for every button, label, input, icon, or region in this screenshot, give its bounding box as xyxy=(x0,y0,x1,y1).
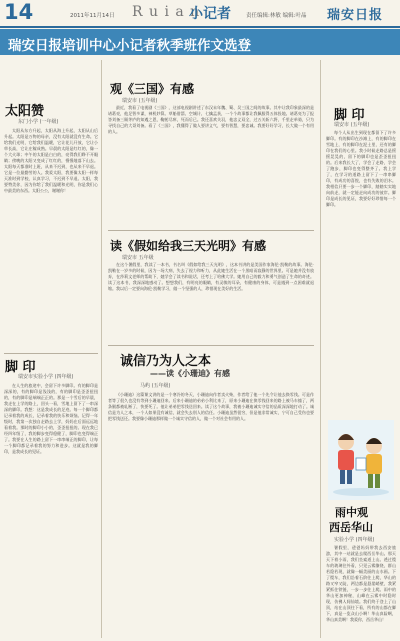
article-byline: 瑞安市 (五年级) xyxy=(122,98,158,104)
article-body: 在这个暑假里，我读了一本书，书名叫《假如给我三天光明》，这本书讲的是美国作家海伦·凯勒的故事。海伦·凯勒在一岁多的时候，因为一场大病，失去了视力和听力，从此她生活在一个黑暗而寂静的世界里。可是她并没有放弃，在莎莉文老师的帮助下，她学会了读书和说话，还考上了哈佛大学。她用自己的毅力和勇气创造了生命的奇迹。读了这本书，我深深地感动了。想想我们，有明亮的眼睛，有灵敏的耳朵，有健康的身体，可是遇到一点困难就退缩。我以后一定要向海伦·凯勒学习，做一个坚强的人，珍惜现在美好的生活。 xyxy=(108,262,314,291)
article-headline: 诚信乃为人之本 xyxy=(120,354,212,369)
article-headline: 读《假如给我三天光明》有感 xyxy=(110,239,267,253)
article-headline: 太阳赞 xyxy=(5,104,45,119)
article-byline: 马屿 (五年级) xyxy=(140,383,171,389)
article-headline: 脚 印 xyxy=(5,360,36,375)
article-divider xyxy=(108,230,314,231)
article-body: 太阳从东方升起，太阳从海上升起，太阳从山后升起。太阳是万物的母亲，没有太阳就没有生命。它给我们光明，它给我们温暖，它让花儿开放，它让小草长高，它让庄稼成熟。早晨的太阳是红红的，像一个大火球；中午的太阳是白白的，亮得我们睁不开眼睛；傍晚的太阳又变成了红红的，慢慢地落下山去。太阳每天都准时上班，从来不迟到，也从来不早退。它是一位最勤劳的人。我爱太阳，我要像太阳一样每天准时到学校，认真学习，不迟到不早退。太阳，我要赞美你，因为你给了我们温暖和光明，你是我们心中最美的东西。太阳公公，谢谢你！ xyxy=(4,128,98,193)
page-header xyxy=(0,0,400,26)
section-title: 小记者 xyxy=(189,6,231,22)
column-divider xyxy=(101,60,102,638)
article-byline: 瑞安市 五年级 xyxy=(122,255,154,261)
article-headline: 脚 印 xyxy=(334,108,365,123)
article-byline: 实验小学 (四年级) xyxy=(334,537,375,543)
column-banner xyxy=(0,29,400,55)
page-number: 14 xyxy=(4,0,34,24)
header-divider xyxy=(0,26,400,28)
newspaper-logo: 瑞安日报 xyxy=(327,8,384,23)
article-body: 在人生的旅途中，会留下许多脚印。有的脚印是深深的，有的脚印是浅浅的，有的脚印是歪歪扭扭的，有的脚印是端端正正的。那是一个雪后的早晨，我走在上学的路上，回头一看，雪地上留下了一串深深的脚印。我想：这是我成长的足迹。每一个脚印都记录着我的成长，记录着我的快乐和烦恼。记得一年级时，我第一次独自走路去上学，妈妈在后面远远地看着我。那时的脚印小小的，歪歪扭扭的。现在我已经四年级了，我的脚步变得稳健了，脚印也变得端正了。我要在人生的路上留下一串串端正的脚印，让每一个脚印都记录着我的努力和进步。这就是我的脚印，是我成长的见证。 xyxy=(4,383,98,454)
article-body: 最近，我看了电视剧《三国》，这部电视剧讲述了东汉末年魏、蜀、吴三国之间的故事。其中让我印象最深的是诸葛亮，他足智多谋，神机妙算。草船借箭、空城计、七擒孟获，一个个故事都让我佩服得五体投地。诸葛亮为了报答刘备三顾茅庐的知遇之恩，鞠躬尽瘁，死而后已。我还喜欢关羽，他忠义双全，过五关斩六将，千里走单骑，只为寻找自己的大哥刘备。看了《三国》，我懂得了做人要讲义气，要有智慧，要忠诚。我要好好学习，长大做一个有用的人。 xyxy=(108,105,314,134)
article-body: 暑假里，爸爸妈妈带我去西安旅游，其中一站就是去爬西岳华山。那天天下着小雨，我们坐索道上山。透过缆车的玻璃往外看，只见云雾缭绕，群山若隐若现，就像一幅美丽的山水画。下了缆车，我们沿着石阶往上爬，华山的路又窄又陡，两边都是悬崖峭壁，我紧紧抓住铁链，一步一步往上爬。雨中的华山更加神秘，山峰在云雾中时隐时现，仿佛人间仙境。我们终于登上了山顶，站在山顶往下看，所有的山都在脚下，真是一览众山小啊！华山真险啊，华山真美啊！我爱你，西岳华山！ xyxy=(326,545,396,622)
article-headline: 雨中观 xyxy=(335,506,368,519)
article-divider xyxy=(4,353,98,354)
column-divider xyxy=(320,60,321,638)
article-body: 每个人从出生到现在都留下了许多脚印。有的脚印在沙滩上，有的脚印在雪地上，有的脚印在泥土里，还有的脚印在我们的心里。我小时候走路总是摇摇晃晃的，留下的脚印也是歪歪扭扭的。后来我长大了，学会了走路，学会了跑步，脚印也变得整齐了。我上学了，在学习的道路上留下了一串串脚印，有成功的喜悦，也有失败的泪水。我相信只要一步一个脚印，踏踏实实地向前走，就一定能走向成功的彼岸。脚印是成长的见证，我要好好珍惜每一个脚印。 xyxy=(326,130,396,207)
article-headline-line2: 西岳华山 xyxy=(329,521,373,534)
section-romanization: R u i a n xyxy=(132,4,201,20)
article-divider xyxy=(108,345,314,346)
editors-credit: 责任编辑:林敏 编辑:叶晶 xyxy=(246,13,307,19)
article-photo xyxy=(328,420,394,500)
article-byline: 东门小学 (一年级) xyxy=(18,119,59,125)
article-body: 《小珊迪》这篇课文讲的是一个寒冷的冬天，小珊迪向作者卖火柴，作者给了他一个先令让他去换零钱。可是作者等了很久也没有等到小珊迪回来。后来小珊迪的弟弟小利比来了，原来小珊迪在换零钱回来的路上被马车撞了，两条腿都被轧断了，快要死了。他让弟弟把零钱送回来。读了这个故事，我被小珊迪诚实守信的品质深深地打动了。诚信是为人之本，一个人如果没有诚信，就会失去别人的信任。小珊迪虽然很穷，但是他非常诚实，宁可自己受伤也要把零钱送还。我要像小珊迪那样做一个诚实守信的人，做一个对社会有用的人。 xyxy=(108,392,314,421)
article-headline: 观《三国》有感 xyxy=(110,82,195,96)
article-subhead: ——读《小珊迪》有感 xyxy=(150,369,230,378)
article-byline: 瑞安市 (五年级) xyxy=(334,122,370,128)
issue-date: 2011年11月14日 xyxy=(70,13,115,19)
banner-title: 瑞安日报培训中心小记者秋季班作文选登 xyxy=(8,38,251,54)
children-illustration xyxy=(328,420,394,500)
article-byline: 瑞安市实验小学 (四年级) xyxy=(18,374,74,380)
